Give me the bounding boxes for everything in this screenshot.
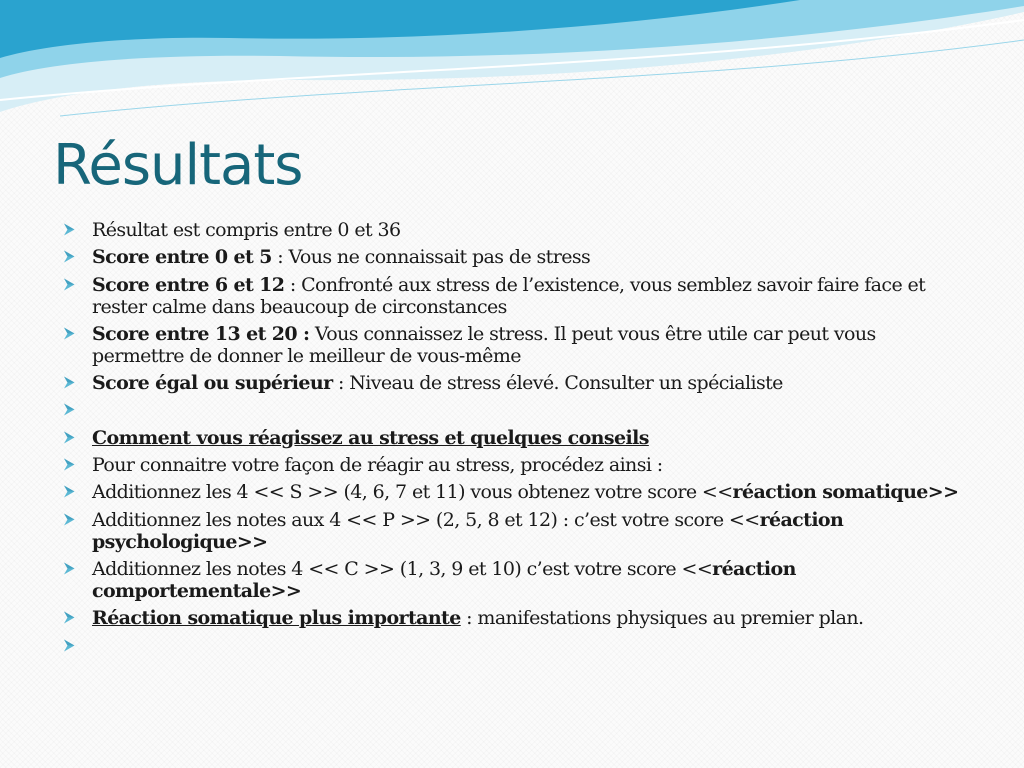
arrow-bullet-icon xyxy=(62,326,77,341)
bullet-item xyxy=(62,607,962,629)
bullet-text: Additionnez les 4 << S >> (4, 6, 7 et 11) vous obtenez votre score << xyxy=(92,481,733,504)
bullet-text: réaction comportementale>> xyxy=(92,557,796,602)
arrow-bullet-icon xyxy=(62,222,77,237)
bullet-item xyxy=(62,219,962,241)
bullet-item xyxy=(62,427,962,449)
bullet-item xyxy=(62,274,962,318)
bullet-item xyxy=(62,399,962,421)
bullet-text: Score entre 6 et 12 xyxy=(92,273,285,296)
bullet-text: : Niveau de stress élevé. Consulter un spécialiste xyxy=(332,372,783,395)
bullet-item xyxy=(62,246,962,268)
bullet-text: Score égal ou supérieur xyxy=(92,372,333,395)
bullet-text: : Vous ne connaissait pas de stress xyxy=(271,246,591,269)
bullet-text: réaction psychologique>> xyxy=(92,508,844,553)
arrow-bullet-icon xyxy=(62,512,77,527)
bullet-list xyxy=(62,219,962,662)
bullet-text: Pour connaitre votre façon de réagir au stress, procédez ainsi : xyxy=(92,454,663,477)
bullet-item xyxy=(62,635,962,657)
bullet-item xyxy=(62,323,962,367)
bullet-item xyxy=(62,481,962,503)
bullet-text: Réaction somatique plus importante xyxy=(92,607,461,630)
bullet-text: Résultat est compris entre 0 et 36 xyxy=(92,219,401,241)
bullet-item xyxy=(62,509,962,553)
arrow-bullet-icon xyxy=(62,402,77,417)
arrow-bullet-icon xyxy=(62,430,77,445)
arrow-bullet-icon xyxy=(62,561,77,576)
bullet-text: Score entre 0 et 5 xyxy=(92,246,272,269)
bullet-item xyxy=(62,372,962,394)
bullet-text: : manifestations physiques au premier plan. xyxy=(460,607,864,630)
arrow-bullet-icon xyxy=(62,249,77,264)
bullet-text: réaction somatique>> xyxy=(732,481,959,504)
arrow-bullet-icon xyxy=(62,457,77,472)
bullet-text: Additionnez les notes 4 << C >> (1, 3, 9 et 10) c’est votre score << xyxy=(92,557,713,580)
header-wave-decoration xyxy=(0,0,1024,130)
arrow-bullet-icon xyxy=(62,610,77,625)
bullet-text: Vous connaissez le stress. Il peut vous être utile car peut vous permettre de donner le meilleur de vous-même xyxy=(92,322,876,367)
arrow-bullet-icon xyxy=(62,277,77,292)
bullet-text: Score entre 13 et 20 : xyxy=(92,322,310,345)
slide-title: Résultats xyxy=(53,133,303,198)
bullet-item xyxy=(62,454,962,476)
bullet-text: Additionnez les notes aux 4 << P >> (2, 5, 8 et 12) : c’est votre score << xyxy=(92,508,760,531)
arrow-bullet-icon xyxy=(62,484,77,499)
arrow-bullet-icon xyxy=(62,375,77,390)
bullet-text: Comment vous réagissez au stress et quelques conseils xyxy=(92,426,649,449)
bullet-text: : Confronté aux stress de l’existence, vous semblez savoir faire face et rester calme dans beaucoup de circonstances xyxy=(92,273,926,318)
bullet-item xyxy=(62,558,962,602)
arrow-bullet-icon xyxy=(62,638,77,653)
